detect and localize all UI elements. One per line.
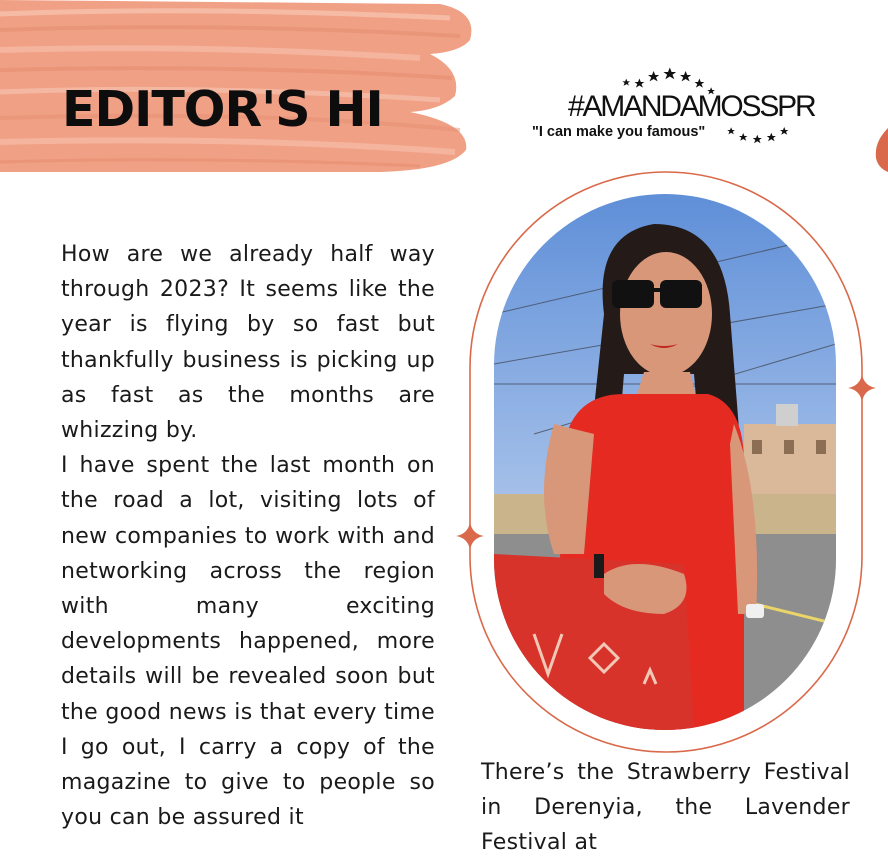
logo-tagline: "I can make you famous"	[532, 124, 706, 140]
article-text-right	[481, 755, 850, 861]
page-title: EDITOR'S HI	[62, 81, 383, 138]
article-paragraph: How are we already half way through 2023? It seems like the year is flying by so fast but thankfully business is picking up as fast as the months are whizzing by.	[61, 242, 435, 444]
logo-name: #AMANDAMOSSPR	[568, 90, 815, 123]
article-paragraph: I have spent the last month on the road a lot, visiting lots of new companies to work with and networking across the region with many exciting developments happened, more details will be revealed soon but the good news is that every time I go out, I carry a copy of the magazine to give to people so you can be assured it	[61, 453, 435, 831]
portrait-photo	[494, 194, 836, 730]
article-paragraph: There’s the Strawberry Festival in Derenyia, the Lavender Festival at	[481, 760, 850, 856]
edge-brush-mark	[872, 128, 888, 172]
article-text-left	[61, 237, 435, 835]
brand-logo	[526, 66, 815, 146]
star-row-icon	[726, 122, 796, 144]
